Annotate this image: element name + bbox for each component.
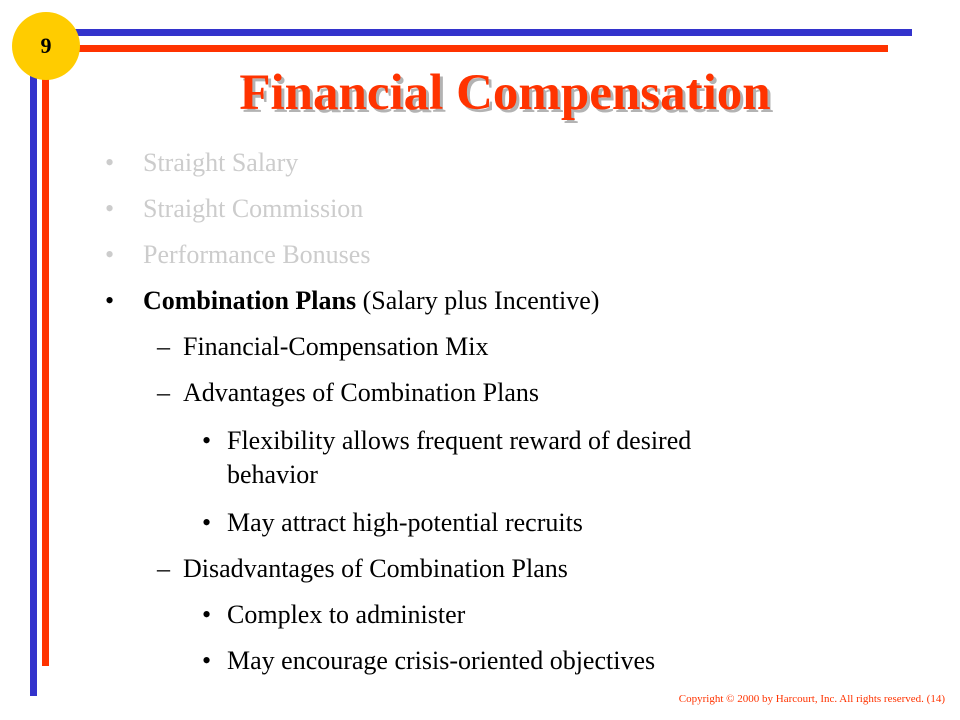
bullet-text xyxy=(143,285,599,317)
bullet-marker: • xyxy=(202,646,212,675)
sub-bullet-text: Disadvantages of Combination Plans xyxy=(183,554,568,583)
bullet-marker: • xyxy=(105,194,115,223)
sub-sub-bullet-text: Complex to administer xyxy=(227,600,466,629)
bullet-text: Performance Bonuses xyxy=(143,240,371,269)
bullet-marker: • xyxy=(105,240,115,269)
sub-sub-bullet-text: May encourage crisis-oriented objectives xyxy=(227,646,656,675)
bullet-marker: • xyxy=(105,148,115,177)
copyright-notice: Copyright © 2000 by Harcourt, Inc. All rights reserved. (14) xyxy=(678,693,945,705)
dash-marker: – xyxy=(157,378,170,407)
bullet-rest-text: (Salary plus Incentive) xyxy=(356,286,600,315)
dash-marker: – xyxy=(157,332,170,361)
sub-sub-bullet-text: Flexibility allows frequent reward of desired xyxy=(227,426,692,455)
dash-marker: – xyxy=(157,554,170,583)
bullet-marker: • xyxy=(202,508,212,537)
bullet-text: Straight Commission xyxy=(143,194,364,223)
sub-sub-bullet-text: behavior xyxy=(227,460,318,489)
sub-bullet-text: Advantages of Combination Plans xyxy=(183,378,540,407)
sub-bullet-text: Financial-Compensation Mix xyxy=(183,332,489,361)
chapter-number: 9 xyxy=(40,33,52,58)
bullet-marker: • xyxy=(202,600,212,629)
bullet-text: Straight Salary xyxy=(143,148,299,177)
bullet-marker: • xyxy=(105,286,115,315)
bullet-bold-text: Combination Plans xyxy=(143,286,357,315)
slide-title: Financial Compensation xyxy=(239,65,771,121)
bullet-marker: • xyxy=(202,426,212,455)
sub-sub-bullet-text: May attract high-potential recruits xyxy=(227,508,583,537)
